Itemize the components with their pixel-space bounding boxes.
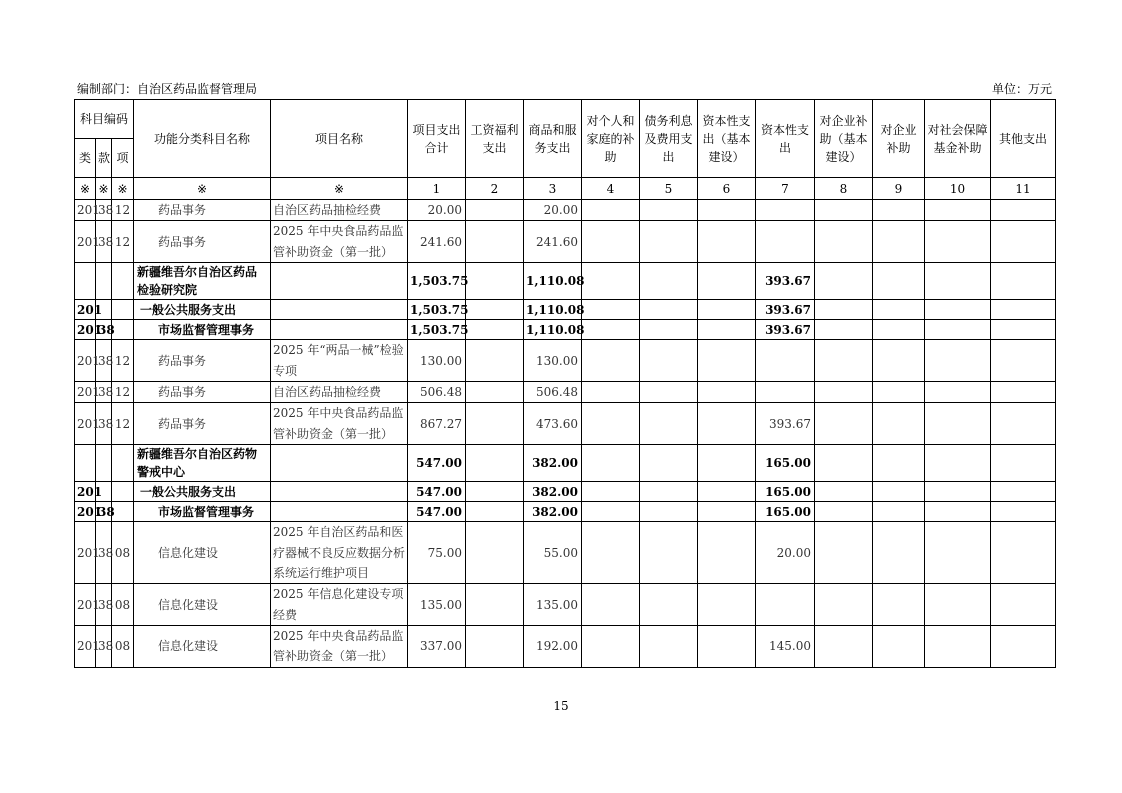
header-c7: 资本性支出 [756, 100, 815, 178]
cell-xiang: 12 [112, 221, 134, 263]
cell-kuan: 38 [96, 381, 112, 402]
cell-c1: 506.48 [408, 381, 466, 402]
cell-lei: 201 [75, 403, 96, 445]
table-row [75, 482, 1056, 502]
cell-c9 [873, 584, 925, 626]
marker-cell: 10 [925, 178, 991, 200]
marker-cell: ※ [96, 178, 112, 200]
marker-cell: 11 [991, 178, 1056, 200]
cell-lei: 201 [75, 381, 96, 402]
cell-func-name: 信息化建设 [134, 522, 271, 584]
cell-xiang [112, 300, 134, 320]
cell-c1: 867.27 [408, 403, 466, 445]
cell-lei: 201 [75, 482, 96, 502]
cell-xiang [112, 445, 134, 482]
cell-c3: 382.00 [524, 482, 582, 502]
cell-func-name: 新疆维吾尔自治区药品检验研究院 [134, 263, 271, 300]
cell-c11 [991, 320, 1056, 340]
cell-proj-name [271, 320, 408, 340]
cell-lei: 201 [75, 200, 96, 221]
cell-xiang [112, 502, 134, 522]
project-expenditure-table [74, 99, 1056, 668]
cell-c9 [873, 340, 925, 382]
cell-c2 [466, 320, 524, 340]
cell-c8 [815, 482, 873, 502]
marker-cell: ※ [134, 178, 271, 200]
cell-c9 [873, 502, 925, 522]
cell-c8 [815, 584, 873, 626]
cell-xiang [112, 320, 134, 340]
cell-kuan: 38 [96, 200, 112, 221]
cell-proj-name: 自治区药品抽检经费 [271, 200, 408, 221]
cell-xiang: 08 [112, 522, 134, 584]
cell-c3: 473.60 [524, 403, 582, 445]
cell-c10 [925, 340, 991, 382]
cell-c10 [925, 320, 991, 340]
cell-c3: 382.00 [524, 445, 582, 482]
cell-c11 [991, 200, 1056, 221]
header-c9: 对企业补助 [873, 100, 925, 178]
table-row [75, 340, 1056, 382]
cell-xiang: 12 [112, 200, 134, 221]
cell-kuan: 38 [96, 502, 112, 522]
cell-c7: 393.67 [756, 320, 815, 340]
cell-c1: 135.00 [408, 584, 466, 626]
cell-c4 [582, 340, 640, 382]
cell-c8 [815, 381, 873, 402]
cell-c3: 192.00 [524, 626, 582, 668]
cell-c11 [991, 502, 1056, 522]
cell-c1: 337.00 [408, 626, 466, 668]
cell-c8 [815, 502, 873, 522]
cell-c6 [698, 482, 756, 502]
cell-c3: 1,110.08 [524, 320, 582, 340]
cell-c7 [756, 221, 815, 263]
cell-c4 [582, 522, 640, 584]
cell-c7: 165.00 [756, 445, 815, 482]
cell-c2 [466, 200, 524, 221]
cell-c5 [640, 584, 698, 626]
table-row [75, 300, 1056, 320]
cell-func-name: 市场监督管理事务 [134, 502, 271, 522]
cell-c10 [925, 522, 991, 584]
cell-func-name: 药品事务 [134, 403, 271, 445]
cell-c11 [991, 522, 1056, 584]
cell-proj-name: 2025 年中央食品药品监管补助资金（第一批） [271, 403, 408, 445]
header-c11: 其他支出 [991, 100, 1056, 178]
cell-c6 [698, 320, 756, 340]
cell-lei: 201 [75, 320, 96, 340]
header-c10: 对社会保障基金补助 [925, 100, 991, 178]
header-func-name: 功能分类科目名称 [134, 100, 271, 178]
cell-c4 [582, 502, 640, 522]
cell-c4 [582, 626, 640, 668]
table-row [75, 502, 1056, 522]
cell-c2 [466, 263, 524, 300]
cell-c4 [582, 300, 640, 320]
cell-xiang: 08 [112, 584, 134, 626]
cell-c3: 55.00 [524, 522, 582, 584]
cell-lei: 201 [75, 221, 96, 263]
cell-c7 [756, 200, 815, 221]
marker-cell: ※ [271, 178, 408, 200]
cell-c4 [582, 381, 640, 402]
cell-kuan [96, 263, 112, 300]
cell-xiang [112, 482, 134, 502]
cell-xiang: 12 [112, 381, 134, 402]
cell-c6 [698, 340, 756, 382]
cell-c2 [466, 584, 524, 626]
cell-proj-name [271, 300, 408, 320]
table-row [75, 626, 1056, 668]
cell-c9 [873, 522, 925, 584]
marker-cell: 1 [408, 178, 466, 200]
cell-c7 [756, 584, 815, 626]
cell-c11 [991, 626, 1056, 668]
header-c8: 对企业补助（基本建设） [815, 100, 873, 178]
cell-c10 [925, 403, 991, 445]
header-code-group: 科目编码 [75, 100, 134, 139]
cell-c9 [873, 221, 925, 263]
cell-c11 [991, 445, 1056, 482]
cell-proj-name [271, 502, 408, 522]
cell-c2 [466, 626, 524, 668]
cell-kuan: 38 [96, 320, 112, 340]
header-c6: 资本性支出（基本建设） [698, 100, 756, 178]
cell-c7: 145.00 [756, 626, 815, 668]
cell-c11 [991, 221, 1056, 263]
cell-c7: 165.00 [756, 502, 815, 522]
marker-cell: 4 [582, 178, 640, 200]
cell-func-name: 一般公共服务支出 [134, 300, 271, 320]
cell-kuan [96, 445, 112, 482]
cell-proj-name [271, 482, 408, 502]
cell-c3: 382.00 [524, 502, 582, 522]
cell-func-name: 新疆维吾尔自治区药物警戒中心 [134, 445, 271, 482]
cell-c9 [873, 300, 925, 320]
marker-cell: 3 [524, 178, 582, 200]
header-proj-name: 项目名称 [271, 100, 408, 178]
cell-c6 [698, 403, 756, 445]
table-row [75, 200, 1056, 221]
cell-lei [75, 445, 96, 482]
cell-c1: 1,503.75 [408, 263, 466, 300]
cell-c4 [582, 482, 640, 502]
marker-cell: 9 [873, 178, 925, 200]
cell-c7: 165.00 [756, 482, 815, 502]
cell-c2 [466, 381, 524, 402]
unit-label: 单位：万元 [991, 82, 1052, 96]
cell-c6 [698, 221, 756, 263]
cell-c11 [991, 340, 1056, 382]
cell-func-name: 药品事务 [134, 200, 271, 221]
cell-c3: 241.60 [524, 221, 582, 263]
table-row [75, 522, 1056, 584]
cell-c1: 1,503.75 [408, 300, 466, 320]
cell-c10 [925, 300, 991, 320]
table-row [75, 221, 1056, 263]
marker-cell: 2 [466, 178, 524, 200]
cell-c6 [698, 263, 756, 300]
cell-c9 [873, 445, 925, 482]
cell-c1: 130.00 [408, 340, 466, 382]
cell-c3: 20.00 [524, 200, 582, 221]
cell-func-name: 信息化建设 [134, 584, 271, 626]
header-c5: 债务利息及费用支出 [640, 100, 698, 178]
cell-c9 [873, 403, 925, 445]
cell-c1: 20.00 [408, 200, 466, 221]
header-c4: 对个人和家庭的补助 [582, 100, 640, 178]
cell-c8 [815, 221, 873, 263]
cell-c2 [466, 445, 524, 482]
cell-c10 [925, 482, 991, 502]
cell-c10 [925, 584, 991, 626]
cell-c6 [698, 522, 756, 584]
cell-c10 [925, 626, 991, 668]
cell-c11 [991, 403, 1056, 445]
cell-xiang: 12 [112, 340, 134, 382]
marker-cell: 8 [815, 178, 873, 200]
cell-c2 [466, 403, 524, 445]
cell-c10 [925, 263, 991, 300]
header-xiang: 项 [112, 139, 134, 178]
cell-c1: 547.00 [408, 482, 466, 502]
cell-c6 [698, 381, 756, 402]
cell-c10 [925, 445, 991, 482]
cell-lei [75, 263, 96, 300]
cell-proj-name: 自治区药品抽检经费 [271, 381, 408, 402]
header-lei: 类 [75, 139, 96, 178]
cell-c5 [640, 482, 698, 502]
table-row [75, 263, 1056, 300]
table-row [75, 403, 1056, 445]
cell-c5 [640, 502, 698, 522]
cell-c10 [925, 502, 991, 522]
cell-c5 [640, 381, 698, 402]
cell-kuan: 38 [96, 221, 112, 263]
cell-c7: 393.67 [756, 300, 815, 320]
cell-c10 [925, 221, 991, 263]
cell-c8 [815, 320, 873, 340]
cell-c5 [640, 320, 698, 340]
cell-c8 [815, 200, 873, 221]
cell-c2 [466, 522, 524, 584]
cell-func-name: 药品事务 [134, 221, 271, 263]
cell-c5 [640, 403, 698, 445]
cell-c3: 1,110.08 [524, 300, 582, 320]
cell-c5 [640, 445, 698, 482]
cell-c9 [873, 263, 925, 300]
cell-c2 [466, 300, 524, 320]
cell-c8 [815, 340, 873, 382]
cell-c1: 1,503.75 [408, 320, 466, 340]
cell-c7: 20.00 [756, 522, 815, 584]
marker-row [75, 178, 1056, 200]
cell-c7: 393.67 [756, 403, 815, 445]
cell-c4 [582, 221, 640, 263]
cell-c6 [698, 300, 756, 320]
cell-c7: 393.67 [756, 263, 815, 300]
table-row [75, 381, 1056, 402]
cell-c5 [640, 200, 698, 221]
cell-c3: 135.00 [524, 584, 582, 626]
cell-func-name: 药品事务 [134, 340, 271, 382]
cell-lei: 201 [75, 626, 96, 668]
cell-proj-name: 2025 年中央食品药品监管补助资金（第一批） [271, 626, 408, 668]
cell-c6 [698, 445, 756, 482]
cell-c8 [815, 300, 873, 320]
cell-c9 [873, 626, 925, 668]
cell-c2 [466, 482, 524, 502]
cell-c10 [925, 200, 991, 221]
cell-c8 [815, 445, 873, 482]
cell-c8 [815, 522, 873, 584]
cell-c5 [640, 340, 698, 382]
table-body [75, 200, 1056, 668]
cell-c4 [582, 445, 640, 482]
header-c3: 商品和服务支出 [524, 100, 582, 178]
cell-c10 [925, 381, 991, 402]
cell-c11 [991, 482, 1056, 502]
cell-proj-name: 2025 年中央食品药品监管补助资金（第一批） [271, 221, 408, 263]
cell-c8 [815, 263, 873, 300]
marker-cell: ※ [75, 178, 96, 200]
cell-c3: 130.00 [524, 340, 582, 382]
header-c2: 工资福利支出 [466, 100, 524, 178]
cell-c2 [466, 340, 524, 382]
cell-c7 [756, 340, 815, 382]
cell-c4 [582, 200, 640, 221]
cell-c2 [466, 502, 524, 522]
cell-kuan: 38 [96, 522, 112, 584]
cell-c5 [640, 626, 698, 668]
cell-c5 [640, 300, 698, 320]
cell-c2 [466, 221, 524, 263]
cell-c8 [815, 626, 873, 668]
cell-func-name: 信息化建设 [134, 626, 271, 668]
cell-c11 [991, 381, 1056, 402]
cell-proj-name [271, 445, 408, 482]
cell-c5 [640, 522, 698, 584]
cell-c9 [873, 381, 925, 402]
cell-proj-name [271, 263, 408, 300]
cell-proj-name: 2025 年“两品一械”检验专项 [271, 340, 408, 382]
page-number: 15 [553, 699, 569, 713]
cell-c4 [582, 263, 640, 300]
cell-c7 [756, 381, 815, 402]
cell-kuan: 38 [96, 403, 112, 445]
cell-c6 [698, 502, 756, 522]
cell-c6 [698, 200, 756, 221]
cell-c11 [991, 300, 1056, 320]
marker-cell: ※ [112, 178, 134, 200]
marker-cell: 6 [698, 178, 756, 200]
cell-xiang [112, 263, 134, 300]
table-row [75, 445, 1056, 482]
cell-xiang: 08 [112, 626, 134, 668]
cell-c1: 75.00 [408, 522, 466, 584]
cell-lei: 201 [75, 340, 96, 382]
cell-xiang: 12 [112, 403, 134, 445]
cell-kuan: 38 [96, 626, 112, 668]
cell-c4 [582, 320, 640, 340]
cell-c6 [698, 626, 756, 668]
cell-lei: 201 [75, 300, 96, 320]
cell-lei: 201 [75, 584, 96, 626]
cell-func-name: 一般公共服务支出 [134, 482, 271, 502]
cell-kuan: 38 [96, 584, 112, 626]
cell-lei: 201 [75, 502, 96, 522]
cell-c1: 241.60 [408, 221, 466, 263]
cell-proj-name: 2025 年信息化建设专项经费 [271, 584, 408, 626]
cell-c11 [991, 263, 1056, 300]
table-row [75, 584, 1056, 626]
cell-c3: 506.48 [524, 381, 582, 402]
cell-c9 [873, 200, 925, 221]
cell-c9 [873, 482, 925, 502]
cell-c3: 1,110.08 [524, 263, 582, 300]
cell-func-name: 药品事务 [134, 381, 271, 402]
cell-func-name: 市场监督管理事务 [134, 320, 271, 340]
header-c1: 项目支出合计 [408, 100, 466, 178]
department-label: 编制部门：自治区药品监督管理局 [77, 82, 258, 96]
table-row [75, 320, 1056, 340]
cell-proj-name: 2025 年自治区药品和医疗器械不良反应数据分析系统运行维护项目 [271, 522, 408, 584]
cell-c8 [815, 403, 873, 445]
cell-c1: 547.00 [408, 445, 466, 482]
cell-c1: 547.00 [408, 502, 466, 522]
cell-c11 [991, 584, 1056, 626]
cell-c4 [582, 403, 640, 445]
cell-kuan: 38 [96, 340, 112, 382]
header-kuan: 款 [96, 139, 112, 178]
cell-c5 [640, 263, 698, 300]
marker-cell: 7 [756, 178, 815, 200]
cell-c6 [698, 584, 756, 626]
cell-c5 [640, 221, 698, 263]
cell-c4 [582, 584, 640, 626]
marker-cell: 5 [640, 178, 698, 200]
cell-lei: 201 [75, 522, 96, 584]
cell-c9 [873, 320, 925, 340]
